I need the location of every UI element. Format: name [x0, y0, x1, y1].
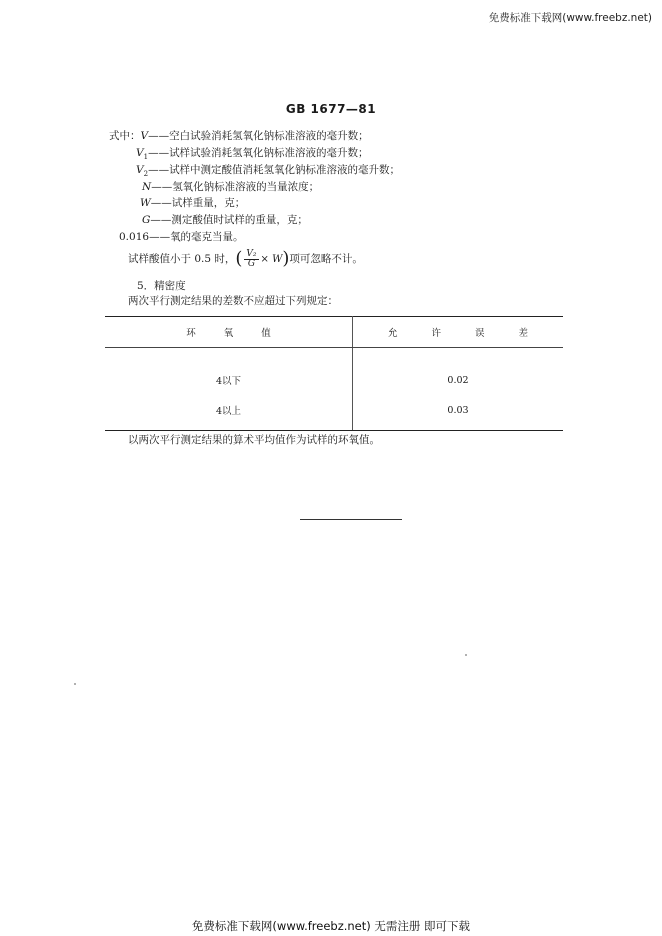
fraction-numerator: V₂	[246, 248, 257, 259]
table-header-row	[105, 317, 563, 348]
dash: ——	[148, 147, 170, 159]
section-intro: 两次平行测定结果的差数不应超过下列规定：	[128, 295, 338, 307]
definition-text: 试样试验消耗氢氧化钠标准溶液的毫升数；	[169, 147, 369, 159]
definition-row-w	[140, 196, 245, 210]
table-cell: 0.02	[447, 374, 469, 386]
definition-row-v	[109, 129, 369, 143]
definition-text: 试样中测定酸值消耗氢氧化钠标准溶液的毫升数；	[169, 164, 401, 176]
watermark-top: 免费标准下载网(www.freebz.net)	[488, 12, 652, 24]
right-paren: )	[282, 248, 290, 269]
dash: ——	[148, 130, 170, 142]
header-allowed-error: 允许误差	[353, 317, 564, 348]
symbol: 0.016	[119, 231, 150, 243]
definition-row-v1	[136, 146, 369, 164]
dash: ——	[151, 181, 173, 193]
dash: ——	[148, 164, 170, 176]
definition-text: 试样重量，克；	[171, 197, 246, 209]
symbol: V	[140, 130, 149, 142]
symbol: W	[140, 197, 151, 209]
fraction-denominator: G	[247, 258, 256, 269]
definitions-lead: 式中：	[109, 130, 141, 142]
dash: ——	[150, 214, 172, 226]
end-rule	[300, 519, 402, 520]
table-row	[105, 348, 563, 396]
watermark-bottom: 免费标准下载网(www.freebz.net) 无需注册 即可下载	[191, 919, 471, 933]
standard-code: GB 1677—81	[285, 102, 377, 116]
acid-value-note	[128, 248, 363, 270]
symbol: G	[142, 214, 151, 226]
acid-note-after: 项可忽略不计。	[289, 253, 363, 265]
definition-text: 氢氧化钠标准溶液的当量浓度；	[172, 181, 320, 193]
dash: ——	[149, 231, 171, 243]
table-cell: 4以下	[105, 348, 353, 396]
precision-table	[105, 316, 563, 431]
table-cell: 4以上	[105, 395, 353, 431]
definition-text: 空白试验消耗氢氧化钠标准溶液的毫升数；	[169, 130, 369, 142]
fraction	[244, 250, 258, 269]
symbol: N	[142, 181, 152, 193]
left-paren: (	[235, 248, 243, 269]
section-heading: 5．精密度	[137, 280, 186, 292]
header-epoxy-value: 环氧值	[105, 317, 353, 348]
symbol: V	[136, 147, 144, 159]
acid-note-before: 试样酸值小于 0.5 时，	[128, 253, 236, 265]
symbol-subscript: 2	[143, 170, 149, 179]
definition-row-n	[142, 180, 319, 194]
table-cell: 0.03	[353, 395, 564, 431]
dash: ——	[150, 197, 172, 209]
definition-row-0016	[119, 230, 244, 244]
definition-text: 氧的毫克当量。	[170, 231, 244, 243]
conclusion-text: 以两次平行测定结果的算术平均值作为试样的环氧值。	[128, 434, 380, 446]
symbol: V	[136, 164, 144, 176]
definition-text: 测定酸值时试样的重量，克；	[171, 214, 308, 226]
table-row	[105, 395, 563, 431]
definition-row-v2	[136, 163, 400, 181]
definition-row-g	[142, 213, 308, 227]
scan-speck	[74, 683, 76, 685]
scan-speck	[465, 654, 467, 656]
symbol-subscript: 1	[143, 153, 149, 162]
times-w: × W	[260, 254, 283, 265]
